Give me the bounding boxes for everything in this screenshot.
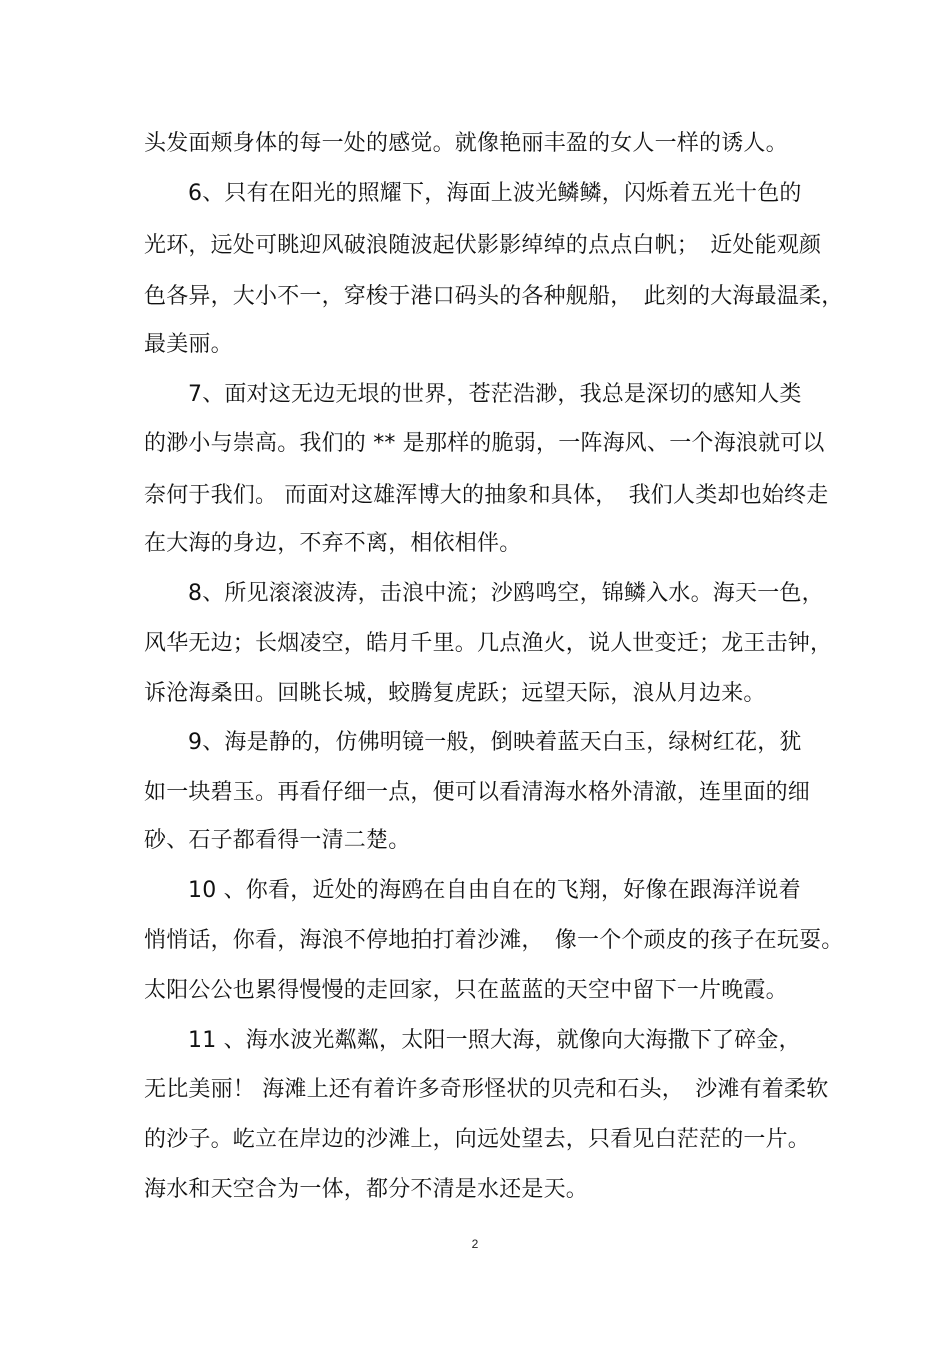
paragraph-line: 的渺小与崇高。我们的 ** 是那样的脆弱，一阵海风、一个海浪就可以 xyxy=(144,431,825,456)
paragraph-line: 8、所见滚滚波涛，击浪中流；沙鸥鸣空，锦鳞入水。海天一色， xyxy=(188,581,824,606)
paragraph-line: 海水和天空合为一体，都分不清是水还是天。 xyxy=(144,1177,589,1202)
paragraph-line: 10 、你看，近处的海鸥在自由自在的飞翔，好像在跟海洋说着 xyxy=(188,878,801,903)
paragraph-line: 如一块碧玉。再看仔细一点，便可以看清海水格外清澈，连里面的细 xyxy=(144,780,811,805)
paragraph-line: 的沙子。屹立在岸边的沙滩上，向远处望去，只看见白茫茫的一片。 xyxy=(144,1127,811,1152)
paragraph-line: 风华无边；长烟凌空，皓月千里。几点渔火，说人世变迁；龙王击钟， xyxy=(144,631,833,656)
paragraph-line: 头发面颊身体的每一处的感觉。就像艳丽丰盈的女人一样的诱人。 xyxy=(144,131,788,156)
paragraph-line: 11 、海水波光粼粼，太阳一照大海，就像向大海撒下了碎金， xyxy=(188,1028,801,1053)
paragraph-line: 太阳公公也累得慢慢的走回家，只在蓝蓝的天空中留下一片晚霞。 xyxy=(144,978,788,1003)
paragraph-line: 无比美丽！ 海滩上还有着许多奇形怪状的贝壳和石头， 沙滩有着柔软 xyxy=(144,1077,829,1102)
paragraph-line: 6、只有在阳光的照耀下，海面上波光鳞鳞，闪烁着五光十色的 xyxy=(188,181,802,206)
paragraph-line: 在大海的身边，不弃不离，相依相伴。 xyxy=(144,531,522,556)
paragraph-line: 砂、石子都看得一清二楚。 xyxy=(144,828,411,853)
page-number: 2 xyxy=(471,1237,479,1251)
paragraph-line: 奈何于我们。 而面对这雄浑博大的抽象和具体， 我们人类却也始终走 xyxy=(144,483,829,508)
paragraph-line: 光环，远处可眺迎风破浪随波起伏影影绰绰的点点白帆； 近处能观颜 xyxy=(144,233,822,258)
paragraph-line: 9、海是静的，仿佛明镜一般，倒映着蓝天白玉，绿树红花，犹 xyxy=(188,730,802,755)
paragraph-line: 悄悄话，你看，海浪不停地拍打着沙滩， 像一个个顽皮的孩子在玩耍。 xyxy=(144,928,844,953)
paragraph-line: 7、面对这无边无垠的世界，苍茫浩渺，我总是深切的感知人类 xyxy=(188,382,802,407)
paragraph-line: 诉沧海桑田。回眺长城，蛟腾复虎跃；远望天际，浪从月边来。 xyxy=(144,681,766,706)
paragraph-line: 最美丽。 xyxy=(144,332,233,357)
paragraph-line: 色各异，大小不一，穿梭于港口码头的各种舰船， 此刻的大海最温柔， xyxy=(144,284,844,309)
